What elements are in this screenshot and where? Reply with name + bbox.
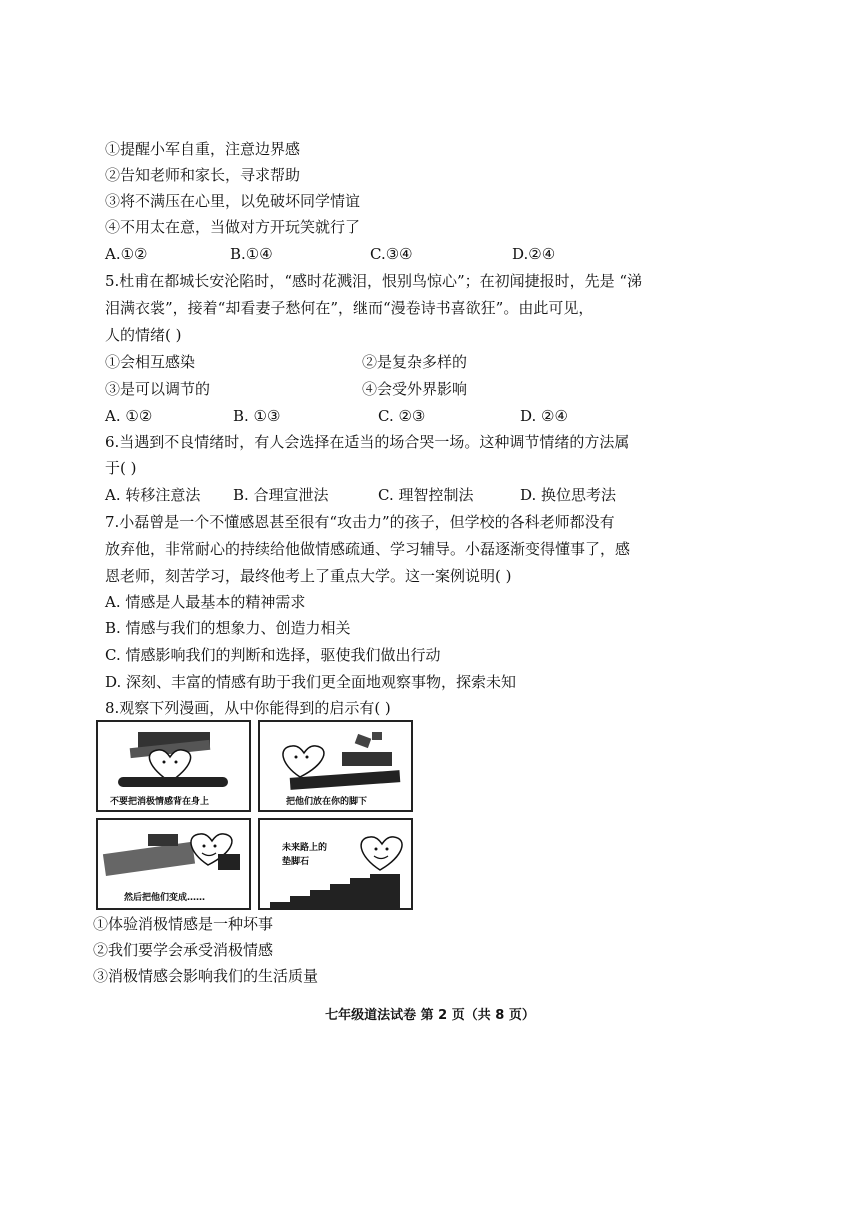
q7-choice-a: A. 情感是人最基本的精神需求 <box>105 593 306 611</box>
q6-stem-line-1: 6.当遇到不良情绪时，有人会选择在适当的场合哭一场。这种调节情绪的方法属 <box>105 433 630 451</box>
q8-stem: 8.观察下列漫画，从中你能得到的启示有( ) <box>105 699 391 717</box>
q7-stem-line-3: 恩老师，刻苦学习，最终他考上了重点大学。这一案例说明( ) <box>105 567 512 585</box>
q5-choice-d: D. ②④ <box>520 407 568 425</box>
comic-panel-3 <box>96 818 251 910</box>
q5-choice-c: C. ②③ <box>378 407 426 425</box>
comic-panel-4-caption-line-2: 垫脚石 <box>282 857 310 867</box>
q8-statement-1: ①体验消极情感是一种坏事 <box>93 915 274 933</box>
q7-choice-d: D. 深刻、丰富的情感有助于我们更全面地观察事物，探索未知 <box>105 673 517 691</box>
q4-option-4: ④不用太在意，当做对方开玩笑就行了 <box>105 218 361 236</box>
q5-stem-line-3: 人的情绪( ) <box>105 326 182 344</box>
comic-panel-4 <box>258 818 413 910</box>
q7-stem-line-1: 7.小磊曾是一个不懂感恩甚至很有“攻击力”的孩子，但学校的各科老师都没有 <box>105 513 615 531</box>
comic-panel-2 <box>258 720 413 812</box>
comic-panel-1 <box>96 720 251 812</box>
q5-statement-1: ①会相互感染 <box>105 353 196 371</box>
q6-choice-b: B. 合理宣泄法 <box>233 486 329 504</box>
q6-choice-a: A. 转移注意法 <box>105 486 201 504</box>
q4-option-2: ②告知老师和家长，寻求帮助 <box>105 166 301 184</box>
q5-statement-2: ②是复杂多样的 <box>362 353 468 371</box>
comic-panel-3-caption: 然后把他们变成…… <box>124 893 206 903</box>
page-footer: 七年级道法试卷 第 2 页（共 8 页） <box>325 1008 535 1023</box>
q7-stem-line-2: 放弃他，非常耐心的持续给他做情感疏通、学习辅导。小磊逐渐变得懂事了，感 <box>105 540 631 558</box>
q5-stem-line-2: 泪满衣裳”，接着“却看妻子愁何在”，继而“漫卷诗书喜欲狂”。由此可见， <box>105 299 594 317</box>
q7-choice-c: C. 情感影响我们的判断和选择，驱使我们做出行动 <box>105 646 441 664</box>
q4-choice-a: A.①② <box>105 245 148 263</box>
q5-stem-line-1: 5.杜甫在都城长安沦陷时，“感时花溅泪，恨别鸟惊心”；在初闻捷报时，先是 “涕 <box>105 272 643 290</box>
q4-option-1: ①提醒小军自重，注意边界感 <box>105 140 301 158</box>
comic-panel-4-caption-line-1: 未来路上的 <box>282 843 328 853</box>
q6-choice-d: D. 换位思考法 <box>520 486 617 504</box>
q4-choice-c: C.③④ <box>370 245 413 263</box>
q4-choice-b: B.①④ <box>230 245 273 263</box>
q6-stem-line-2: 于( ) <box>105 459 137 477</box>
comic-panel-1-caption: 不要把消极情感背在身上 <box>110 797 210 807</box>
q5-choice-b: B. ①③ <box>233 407 281 425</box>
q8-statement-2: ②我们要学会承受消极情感 <box>93 941 274 959</box>
q4-option-3: ③将不满压在心里，以免破坏同学情谊 <box>105 192 361 210</box>
q5-choice-a: A. ①② <box>105 407 153 425</box>
q7-choice-b: B. 情感与我们的想象力、创造力相关 <box>105 619 351 637</box>
q6-choice-c: C. 理智控制法 <box>378 486 474 504</box>
q5-statement-4: ④会受外界影响 <box>362 380 468 398</box>
q8-statement-3: ③消极情感会影响我们的生活质量 <box>93 967 319 985</box>
comic-panel-2-caption: 把他们放在你的脚下 <box>286 797 368 807</box>
q4-choice-d: D.②④ <box>512 245 556 263</box>
q5-statement-3: ③是可以调节的 <box>105 380 211 398</box>
